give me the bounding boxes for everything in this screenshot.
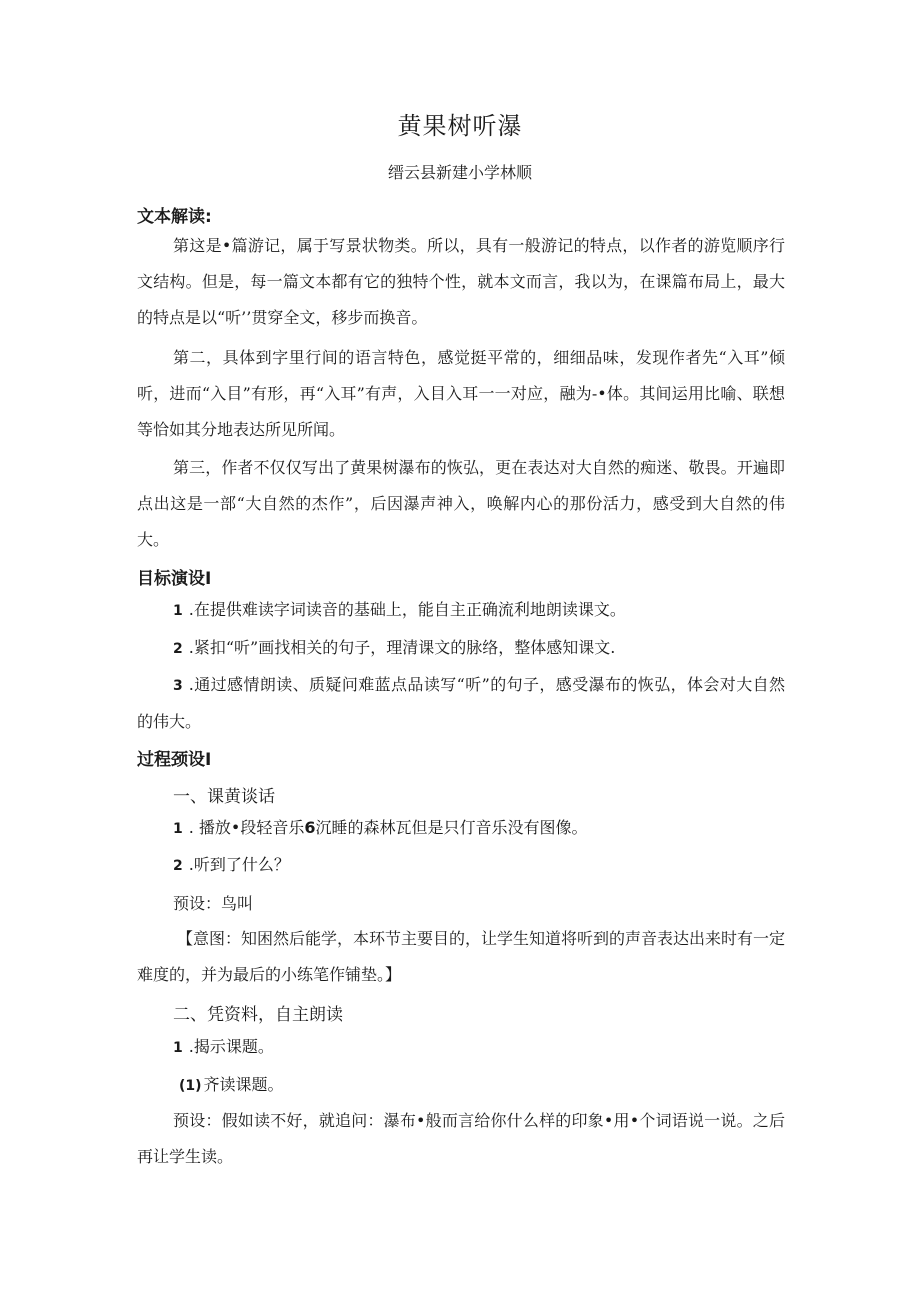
paragraph-1: 第这是•篇游记，属于写景状物类。所以，具有一般游记的特点，以作者的游览顺序行文结构。但是，每一篇文本都有它的独特个性，就本文而言，我以为，在课篇布局上，最大的特点是以“听’’贯穿全文，移步而换音。 [137,236,785,327]
goal-item-3 [137,667,785,740]
process-part-2-subitem-1 [179,1067,791,1104]
goal-text: .紧扣“听”画找相关的句子，理清课文的脉络，整体感知课文. [188,638,616,657]
item-text: .揭示课题。 [188,1037,274,1056]
goal-item-1 [173,592,785,629]
preset-birdsong: 预设：鸟叫 [173,894,254,913]
process-part-1-title: 一、课黄谈话 [173,787,275,807]
document-title: 黄果树听瀑 [397,112,523,140]
goal-number: 2 [173,641,183,657]
section-heading-process: 过程颈设I [137,750,212,770]
item-number: 1 [173,1040,183,1056]
item-text: .听到了什么？ [188,855,290,874]
item-number: 1 [173,821,183,837]
item-text-part: 沉睡的森林瓦但是只仃音乐没有图像。 [315,818,588,837]
item-number: 2 [173,858,183,874]
process-part-2-title: 二、凭资料，自主朗读 [173,1005,343,1025]
process-item-1 [173,810,785,847]
subitem-text: 齐读课题。 [203,1075,284,1094]
paragraph-2: 第二，具体到字里行间的语言特色，感觉挺平常的，细细品味，发现作者先“入耳”倾听，进而“入目”有形，再“入耳”有声，入目入耳一一对应，融为-•体。其间运用比喻、联想等恰如其分地表达所见所闻。 [137,348,785,439]
goal-text: .在提供难读字词读音的基础上，能自主正确流利地朗读课文。 [188,600,626,619]
subitem-number: (1) [179,1078,202,1094]
goal-item-2 [173,630,785,667]
section-heading-interpretation: 文本解读: [137,207,212,227]
process-part-2-item-1 [173,1029,785,1066]
item-text-part: . 播放•段轻音乐 [188,818,305,837]
paragraph-3: 第三，作者不仅仅写出了黄果树瀑布的恢弘，更在表达对大自然的痴迷、敬畏。开遍即点出这是一部“大自然的杰作”，后因瀑声神入，唤解内心的那份活力，感受到大自然的伟大。 [137,458,785,549]
item-inline-number: 6 [304,818,316,837]
goal-number: 1 [173,603,183,619]
author-line: 缙云县新建小学林顺 [387,163,532,182]
section-heading-goals: 目标演设I [137,569,212,589]
preset-reading: 预设：假如读不好，就追问：瀑布•般而言给你什么样的印象•用•个词语说一说。之后再让学生读。 [137,1111,785,1166]
process-item-2 [173,847,785,884]
goal-number: 3 [173,678,183,694]
intent-note: 【意图：知困然后能学，本环节主要目的，让学生知道将听到的声音表达出来时有一定难度的，并为最后的小练笔作铺垫。】 [137,929,786,984]
goal-text: .通过感情朗读、质疑问难蓝点品读写“听”的句子，感受瀑布的恢弘，体会对大自然的伟大。 [137,675,785,731]
